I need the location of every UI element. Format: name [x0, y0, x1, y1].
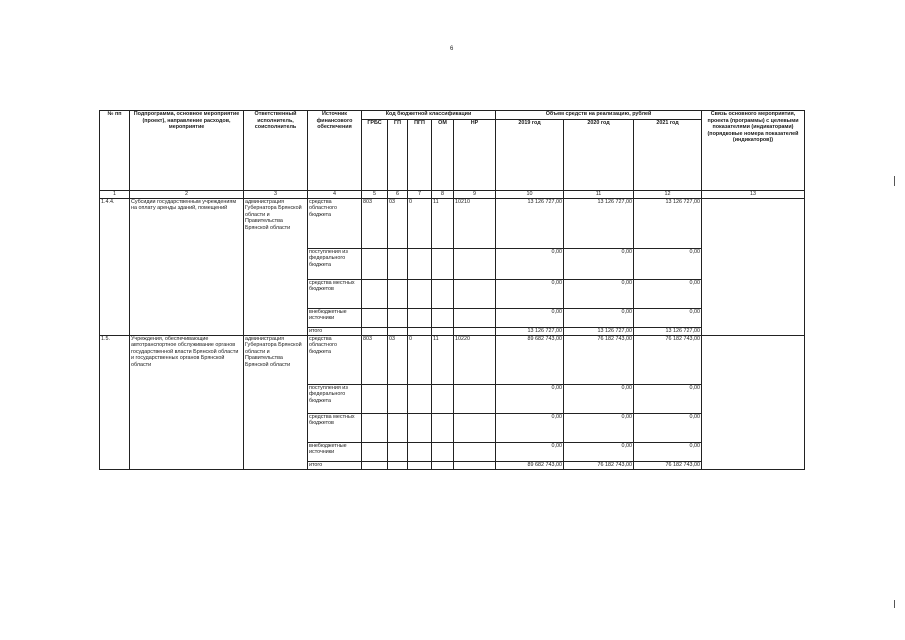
- gp-code: 03: [388, 198, 408, 248]
- row-number: 1.5.: [100, 335, 130, 469]
- column-number: 1: [100, 191, 130, 199]
- amount-2020: 0,00: [564, 248, 634, 279]
- scan-edge-mark: [894, 176, 895, 186]
- pgp-code: [408, 279, 432, 308]
- header-no: № пп: [100, 111, 130, 191]
- gp-code: [388, 308, 408, 327]
- amount-2019: 0,00: [496, 248, 564, 279]
- amount-2021: 0,00: [634, 384, 702, 413]
- amount-2019: 13 126 727,00: [496, 198, 564, 248]
- amount-2021: 13 126 727,00: [634, 327, 702, 335]
- header-link: Связь основного мероприятия, проекта (программы) с целевыми показателями (индикаторами) (порядковые номера показателей (индикаторов)): [702, 111, 805, 191]
- om-code: 11: [432, 198, 454, 248]
- amount-2021: 13 126 727,00: [634, 198, 702, 248]
- nr-code: [454, 461, 496, 469]
- nr-code: [454, 308, 496, 327]
- om-code: [432, 327, 454, 335]
- amount-2020: 0,00: [564, 413, 634, 442]
- header-volume: Объем средств на реализацию, рублей: [496, 111, 702, 120]
- amount-2020: 76 182 743,00: [564, 335, 634, 384]
- pgp-code: [408, 384, 432, 413]
- om-code: [432, 413, 454, 442]
- amount-2021: 0,00: [634, 413, 702, 442]
- header-grbs: ГРБС: [362, 120, 388, 191]
- pgp-code: [408, 327, 432, 335]
- nr-code: 10220: [454, 335, 496, 384]
- grbs-code: [362, 327, 388, 335]
- column-number: 11: [564, 191, 634, 199]
- column-number: 3: [244, 191, 308, 199]
- header-2020: 2020 год: [564, 120, 634, 191]
- pgp-code: 0: [408, 335, 432, 384]
- scan-edge-mark: [894, 600, 895, 608]
- amount-2021: 0,00: [634, 279, 702, 308]
- amount-2019: 0,00: [496, 279, 564, 308]
- budget-table: [99, 110, 805, 470]
- measure-name: Субсидии государственным учреждениям на оплату аренды зданий, помещений: [130, 198, 244, 335]
- header-pgp: ПГП: [408, 120, 432, 191]
- om-code: [432, 248, 454, 279]
- indicator-link: [702, 335, 805, 469]
- pgp-code: [408, 308, 432, 327]
- grbs-code: [362, 279, 388, 308]
- row-number: 1.4.4.: [100, 198, 130, 335]
- gp-code: [388, 461, 408, 469]
- column-number: 4: [308, 191, 362, 199]
- amount-2020: 0,00: [564, 442, 634, 461]
- amount-2019: 0,00: [496, 308, 564, 327]
- pgp-code: [408, 413, 432, 442]
- amount-2019: 89 682 743,00: [496, 461, 564, 469]
- pgp-code: [408, 461, 432, 469]
- nr-code: [454, 384, 496, 413]
- om-code: [432, 308, 454, 327]
- funding-source: поступления из федерального бюджета: [308, 248, 362, 279]
- header-budget-class: Код бюджетной классификации: [362, 111, 496, 120]
- gp-code: [388, 384, 408, 413]
- header-2019: 2019 год: [496, 120, 564, 191]
- funding-source: итого: [308, 327, 362, 335]
- column-number: 5: [362, 191, 388, 199]
- amount-2020: 13 126 727,00: [564, 198, 634, 248]
- nr-code: [454, 327, 496, 335]
- nr-code: [454, 442, 496, 461]
- header-om: ОМ: [432, 120, 454, 191]
- amount-2021: 76 182 743,00: [634, 461, 702, 469]
- responsible-executor: администрация Губернатора Брянской области и Правительства Брянской области: [244, 198, 308, 335]
- amount-2020: 76 182 743,00: [564, 461, 634, 469]
- column-number: 10: [496, 191, 564, 199]
- funding-source: внебюджетные источники: [308, 442, 362, 461]
- om-code: [432, 442, 454, 461]
- table-row: [100, 198, 805, 248]
- amount-2019: 0,00: [496, 384, 564, 413]
- header-nr: НР: [454, 120, 496, 191]
- funding-source: средства областного бюджета: [308, 335, 362, 384]
- amount-2020: 0,00: [564, 308, 634, 327]
- grbs-code: 803: [362, 198, 388, 248]
- om-code: 11: [432, 335, 454, 384]
- indicator-link: [702, 198, 805, 335]
- pgp-code: [408, 442, 432, 461]
- gp-code: [388, 413, 408, 442]
- amount-2021: 0,00: [634, 248, 702, 279]
- nr-code: [454, 248, 496, 279]
- header-2021: 2021 год: [634, 120, 702, 191]
- header-source: Источник финансового обеспечения: [308, 111, 362, 191]
- grbs-code: [362, 248, 388, 279]
- header-gp: ГП: [388, 120, 408, 191]
- funding-source: внебюджетные источники: [308, 308, 362, 327]
- om-code: [432, 279, 454, 308]
- om-code: [432, 384, 454, 413]
- gp-code: 03: [388, 335, 408, 384]
- gp-code: [388, 279, 408, 308]
- page-number: 6: [450, 46, 454, 52]
- grbs-code: [362, 384, 388, 413]
- gp-code: [388, 327, 408, 335]
- funding-source: итого: [308, 461, 362, 469]
- amount-2020: 0,00: [564, 384, 634, 413]
- nr-code: [454, 279, 496, 308]
- column-number: 12: [634, 191, 702, 199]
- column-number: 6: [388, 191, 408, 199]
- amount-2021: 0,00: [634, 442, 702, 461]
- nr-code: [454, 413, 496, 442]
- grbs-code: [362, 442, 388, 461]
- amount-2019: 0,00: [496, 413, 564, 442]
- grbs-code: [362, 461, 388, 469]
- nr-code: 10210: [454, 198, 496, 248]
- funding-source: средства областного бюджета: [308, 198, 362, 248]
- amount-2019: 13 126 727,00: [496, 327, 564, 335]
- responsible-executor: администрация Губернатора Брянской области и Правительства Брянской области: [244, 335, 308, 469]
- amount-2019: 0,00: [496, 442, 564, 461]
- amount-2020: 0,00: [564, 279, 634, 308]
- column-number: 8: [432, 191, 454, 199]
- table-row: [100, 335, 805, 384]
- funding-source: средства местных бюджетов: [308, 279, 362, 308]
- grbs-code: 803: [362, 335, 388, 384]
- pgp-code: 0: [408, 198, 432, 248]
- amount-2021: 76 182 743,00: [634, 335, 702, 384]
- column-number: 13: [702, 191, 805, 199]
- measure-name: Учреждения, обеспечивающие автотранспортное обслуживание органов государственной власти Брянской области и государственных органов Брянской области: [130, 335, 244, 469]
- header-responsible: Ответственный исполнитель, соисполнитель: [244, 111, 308, 191]
- om-code: [432, 461, 454, 469]
- column-number-row: [100, 191, 805, 199]
- amount-2020: 13 126 727,00: [564, 327, 634, 335]
- amount-2021: 0,00: [634, 308, 702, 327]
- column-number: 7: [408, 191, 432, 199]
- grbs-code: [362, 308, 388, 327]
- funding-source: средства местных бюджетов: [308, 413, 362, 442]
- column-number: 2: [130, 191, 244, 199]
- grbs-code: [362, 413, 388, 442]
- column-number: 9: [454, 191, 496, 199]
- pgp-code: [408, 248, 432, 279]
- budget-table-wrapper: [99, 110, 805, 470]
- gp-code: [388, 248, 408, 279]
- amount-2019: 89 682 743,00: [496, 335, 564, 384]
- header-program: Подпрограмма, основное мероприятие (проект), направление расходов, мероприятие: [130, 111, 244, 191]
- gp-code: [388, 442, 408, 461]
- funding-source: поступления из федерального бюджета: [308, 384, 362, 413]
